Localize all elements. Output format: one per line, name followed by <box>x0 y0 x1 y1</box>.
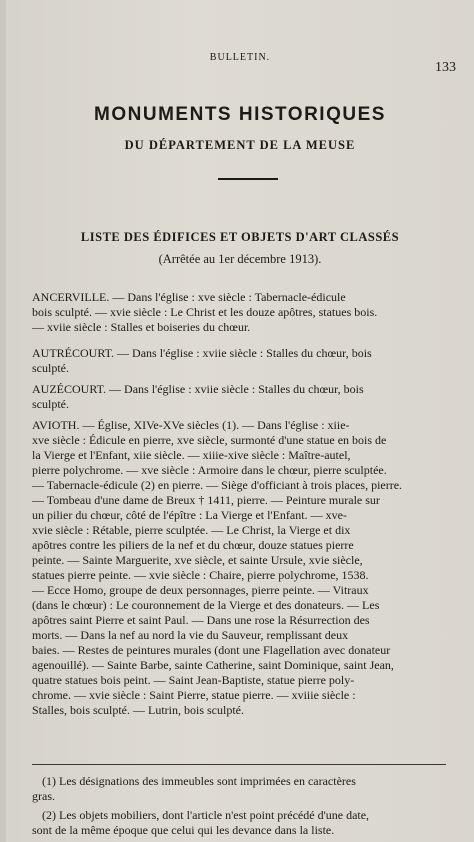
entry-line: statues pierre peinte. — xvie siècle : Chaire, pierre polychrome, 1538. <box>32 568 369 582</box>
running-head: BULLETIN. <box>209 52 271 63</box>
book-page <box>6 0 474 842</box>
entry-line: un pilier du chœur, côté de l'épître : La Vierge et l'Enfant. — xve- <box>32 508 347 522</box>
entry-line: sculpté. <box>32 361 69 375</box>
entry-line: chrome. — xvie siècle : Saint Pierre, statue pierre. — xviiie siècle : <box>32 688 356 702</box>
entry-line: apôtres contre les piliers de la nef et du chœur, douze statues pierre <box>32 538 354 552</box>
list-date: (Arrêtée au 1er décembre 1913). <box>158 252 322 266</box>
footnote-divider <box>32 764 446 765</box>
entry-line: sculpté. <box>32 397 69 411</box>
list-title: LISTE DES ÉDIFICES ET OBJETS D'ART CLASSÉS <box>80 230 400 244</box>
page-title: MONUMENTS HISTORIQUES <box>94 104 386 125</box>
entry-line: ANCERVILLE. — Dans l'église : xve siècle : Tabernacle-édicule <box>32 290 346 304</box>
footnote-line: (1) Les désignations des immeubles sont imprimées en caractères <box>42 774 356 788</box>
footnote-line: gras. <box>32 789 55 803</box>
entry-line: bois sculpté. — xvie siècle : Le Christ et les douze apôtres, statues bois. <box>32 305 378 319</box>
page-number: 133 <box>435 60 456 75</box>
entry-line: quatre statues bois peint. — Saint Jean-Baptiste, statue pierre poly- <box>32 673 355 687</box>
footnote-2 <box>32 808 448 838</box>
entry-autrecourt <box>32 346 448 376</box>
entry-line: la Vierge et l'Enfant, xiie siècle. — xiiie-xive siècle : Maître-autel, <box>32 448 351 462</box>
entry-line: Stalles, bois sculpté. — Lutrin, bois sculpté. <box>32 703 244 717</box>
entry-line: apôtres saint Pierre et saint Paul. — Dans une rose la Résurrection des <box>32 613 370 627</box>
entry-line: xve siècle : Édicule en pierre, xve siècle, surmonté d'une statue en bois de <box>32 433 387 447</box>
footnote-1 <box>32 774 448 804</box>
entry-line: — Tombeau d'une dame de Breux † 1411, pierre. — Peinture murale sur <box>32 493 380 507</box>
entry-avioth <box>32 418 448 718</box>
entry-line: (dans le chœur) : Le couronnement de la Vierge et des donateurs. — Les <box>32 598 380 612</box>
entry-line: baies. — Restes de peintures murales (dont une Flagellation avec donateur <box>32 643 391 657</box>
footnote-line: (2) Les objets mobiliers, dont l'article n'est point précédé d'une date, <box>42 808 370 822</box>
entry-line: AUTRÉCOURT. — Dans l'église : xviie siècle : Stalles du chœur, bois <box>32 346 372 360</box>
entry-line: — Ecce Homo, groupe de deux personnages, pierre peinte. — Vitraux <box>32 583 369 597</box>
entry-line: morts. — Dans la nef au nord la vie du Sauveur, remplissant deux <box>32 628 349 642</box>
entry-line: agenouillé). — Sainte Barbe, sainte Catherine, saint Dominique, saint Jean, <box>32 658 394 672</box>
entry-auzecourt <box>32 382 448 412</box>
page-subtitle: DU DÉPARTEMENT DE LA MEUSE <box>124 138 356 152</box>
title-divider <box>218 178 278 180</box>
entry-line: AVIOTH. — Église, XIVe-XVe siècles (1). — Dans l'église : xiie- <box>32 418 350 432</box>
entry-ancerville <box>32 290 448 335</box>
entry-line: pierre polychrome. — xve siècle : Armoire dans le chœur, pierre sculptée. <box>32 463 387 477</box>
entry-line: peinte. — Sainte Marguerite, xve siècle, et sainte Ursule, xvie siècle, <box>32 553 363 567</box>
footnote-line: sont de la même époque que celui qui les devance dans la liste. <box>32 823 335 837</box>
entry-line: — xviie siècle : Stalles et boiseries du chœur. <box>32 320 251 334</box>
entry-line: xvie siècle : Rétable, pierre sculptée. — Le Christ, la Vierge et dix <box>32 523 351 537</box>
entry-line: — Tabernacle-édicule (2) en pierre. — Siège d'officiant à trois places, pierre. <box>32 478 403 492</box>
entry-line: AUZÉCOURT. — Dans l'église : xviie siècle : Stalles du chœur, bois <box>32 382 364 396</box>
